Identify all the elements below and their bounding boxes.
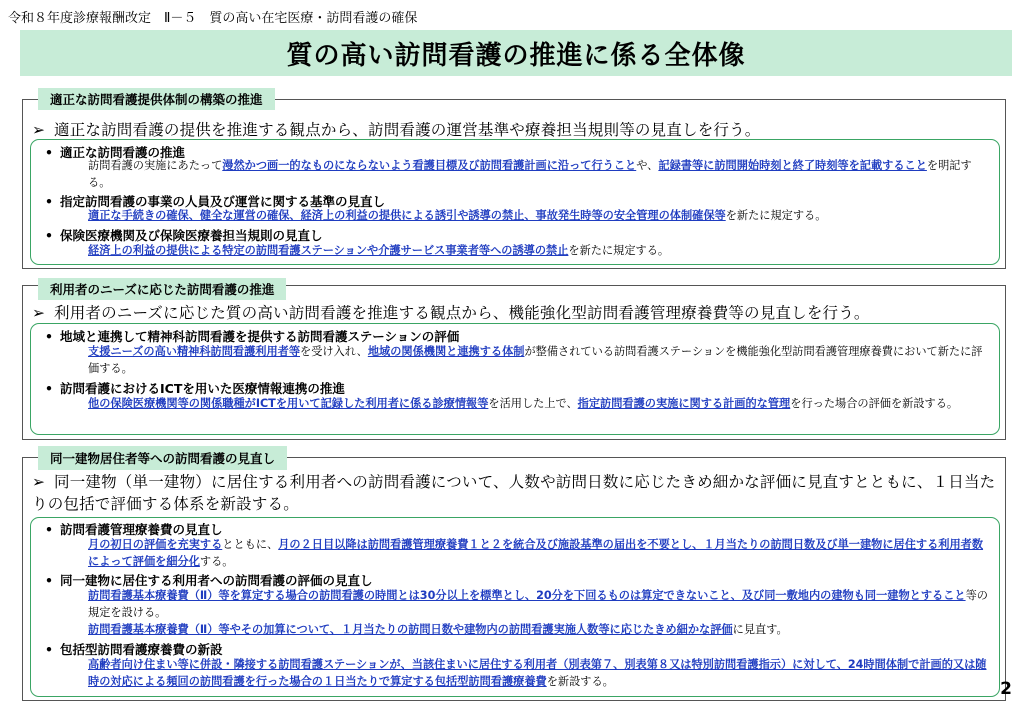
section-2-item-1-title: • 地域と連携して精神科訪問看護を提供する訪問看護ステーションの評価 [45, 329, 460, 344]
section-1-item-3-desc [88, 242, 990, 259]
section-2-item-2-desc [88, 395, 990, 412]
section-2-tag: 利用者のニーズに応じた訪問看護の推進 [38, 278, 286, 300]
section-3-item-1-desc [88, 536, 994, 570]
section-3-item-2-title: • 同一建物に居住する利用者への訪問看護の評価の見直し [45, 573, 373, 588]
section-2-item-1-desc [88, 343, 990, 377]
title-banner [20, 30, 1012, 76]
section-3-tag: 同一建物居住者等への訪問看護の見直し [38, 446, 287, 470]
highlighted-text: 指定訪問看護の実施に関する計画的な管理 [577, 397, 791, 410]
highlighted-text: 記録書等に訪問開始時刻と終了時刻等を記載すること [658, 159, 927, 172]
body-text: が整備されている訪問看護ステーションを機能強化型訪問看護管理療養費において新たに評価する。 [88, 345, 983, 375]
section-1-item-1-title: • 適正な訪問看護の推進 [45, 145, 186, 160]
body-text: を行った場合の評価を新設する。 [790, 397, 959, 410]
body-text: を新たに規定する。 [725, 209, 827, 222]
section-3-item-3-desc [88, 656, 994, 690]
body-text: を新設する。 [546, 675, 614, 688]
body-text: 訪問看護の実施にあたって [88, 159, 223, 172]
highlighted-text: 他の保険医療機関等の関係職種がICTを用いて記録した利用者に係る診療情報等 [88, 397, 489, 410]
arrow-bullet-icon: ➢ [32, 304, 46, 322]
highlighted-text: 月の２日目以降は訪問看護管理療養費１と２を統合及び施設基準の届出を不要とし、１月当たりの訪問日数及び単一建物に居住する利用者数によって評価を細分化 [88, 538, 984, 568]
section-2-lead-text: 利用者のニーズに応じた質の高い訪問看護を推進する観点から、機能強化型訪問看護管理療養費等の見直しを行う。 [54, 304, 870, 322]
arrow-bullet-icon: ➢ [32, 121, 46, 139]
body-text: とともに、 [222, 538, 279, 551]
body-text: や、 [636, 159, 659, 172]
highlighted-text: 訪問看護基本療養費（Ⅱ）等やその加算について、１月当たりの訪問日数や建物内の訪問看護実施人数等に応じたきめ細かな評価 [88, 623, 733, 636]
highlighted-text: 地域の関係機関と連携する体制 [367, 345, 525, 358]
body-text: する。 [199, 555, 234, 568]
highlighted-text: 訪問看護基本療養費（Ⅱ）等を算定する場合の訪問看護の時間とは30分以上を標準とし、20分を下回るものは算定できないこと、及び同一敷地内の建物も同一建物とすること [88, 589, 966, 602]
header-crumb: 令和８年度診療報酬改定 Ⅱ－５ 質の高い在宅医療・訪問看護の確保 [8, 11, 418, 26]
highlighted-text: 支援ニーズの高い精神科訪問看護利用者等 [88, 345, 301, 358]
section-1-lead [32, 118, 761, 140]
section-3-item-3-title: • 包括型訪問看護療養費の新設 [45, 642, 223, 657]
body-text: 等の規定を設ける。 [88, 589, 988, 619]
section-3-item-1-title: • 訪問看護管理療養費の見直し [45, 522, 223, 537]
arrow-bullet-icon: ➢ [32, 473, 46, 491]
highlighted-text: 漫然かつ画一的なものにならないよう看護目標及び訪問看護計画に沿って行うこと [222, 159, 637, 172]
section-1-item-2-desc [88, 207, 1006, 224]
section-3-lead-text: 同一建物（単一建物）に居住する利用者への訪問看護について、人数や訪問日数に応じたきめ細かな評価に見直すとともに、１日当たりの包括で評価する体系を新設する。 [32, 473, 996, 513]
body-text: を新たに規定する。 [568, 244, 670, 257]
body-text: に見直す。 [732, 623, 788, 636]
section-2-lead [32, 301, 870, 323]
highlighted-text: 高齢者向け住まい等に併設・隣接する訪問看護ステーションが、当該住まいに居住する利用者（別表第７、別表第８又は特別訪問看護指示）に対して、24時間体制で計画的又は随時の対応による頻回の訪問看護を行った場合の１日当たりで算定する包括型訪問看護療養費 [88, 658, 987, 688]
page-number: 2 [1000, 679, 1012, 699]
body-text: を明記する。 [88, 159, 972, 189]
section-1-tag: 適正な訪問看護提供体制の構築の推進 [38, 88, 275, 110]
section-1-item-2-title: • 指定訪問看護の事業の人員及び運営に関する基準の見直し [45, 194, 386, 209]
section-1-item-3-title: • 保険医療機関及び保険医療養担当規則の見直し [45, 228, 323, 243]
highlighted-text: 経済上の利益の提供による特定の訪問看護ステーションや介護サービス事業者等への誘導の禁止 [88, 244, 569, 257]
page-title: 質の高い訪問看護の推進に係る全体像 [286, 40, 746, 71]
body-text: を受け入れ、 [300, 345, 368, 358]
section-2-item-2-title: • 訪問看護におけるICTを用いた医療情報連携の推進 [45, 381, 345, 396]
section-3-item-2-desc-2 [88, 621, 994, 638]
body-text: を活用した上で、 [488, 397, 578, 410]
section-3-lead [32, 471, 1007, 515]
section-1-lead-text: 適正な訪問看護の提供を推進する観点から、訪問看護の運営基準や療養担当規則等の見直しを行う。 [54, 121, 761, 139]
section-1-item-1-desc [88, 157, 990, 191]
highlighted-text: 適正な手続きの確保、健全な運営の確保、経済上の利益の提供による誘引や誘導の禁止、事故発生時等の安全管理の体制確保等 [88, 209, 726, 222]
highlighted-text: 月の初日の評価を充実する [88, 538, 223, 551]
section-3-item-2-desc [88, 587, 994, 621]
